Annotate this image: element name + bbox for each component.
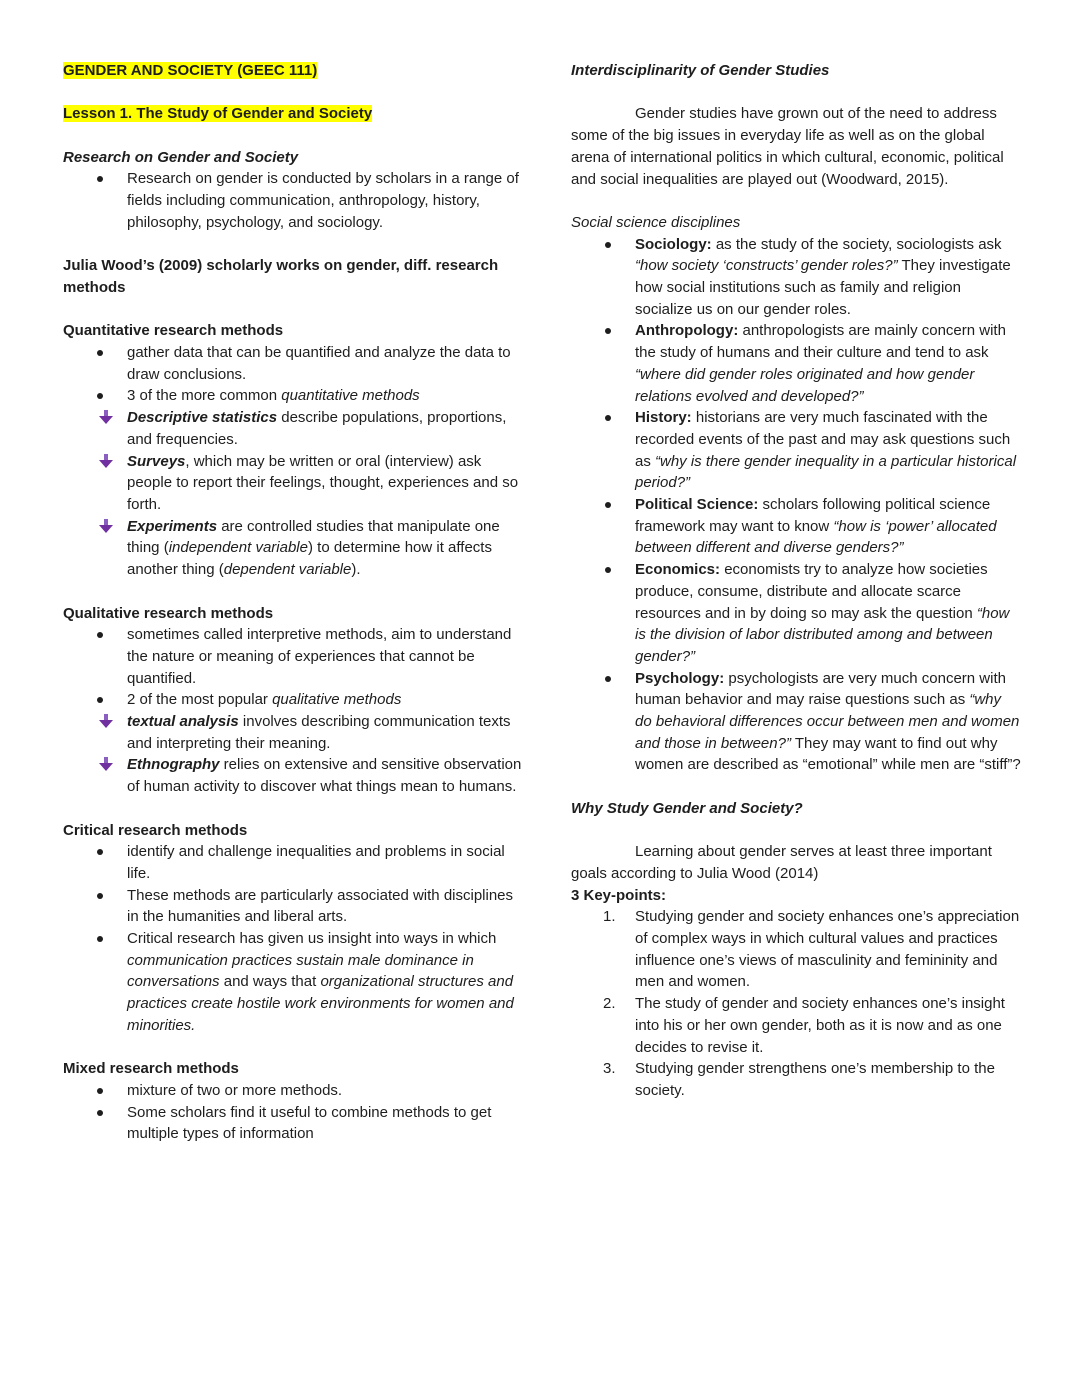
list-item: Ethnography relies on extensive and sensitive observation of human activity to discover what things mean to humans.: [63, 754, 523, 797]
interdisciplinarity-paragraph: Gender studies have grown out of the need to address some of the big issues in everyday life as well as on the global arena of international politics in which cultural, economic, political and social inequalities are played out (Woodward, 2015).: [571, 105, 1004, 188]
key-points-heading: 3 Key-points:: [571, 886, 667, 904]
qualitative-list: [63, 624, 523, 711]
list-item: Descriptive statistics describe populations, proportions, and frequencies.: [63, 407, 523, 450]
list-item: These methods are particularly associated with disciplines in the humanities and liberal arts.: [63, 885, 523, 928]
list-item: 3 of the more common quantitative methods: [63, 385, 523, 407]
key-points-list: [571, 906, 1021, 1101]
list-item: Surveys, which may be written or oral (interview) ask people to report their feelings, thought, experiences and so forth.: [63, 451, 523, 516]
quantitative-list: [63, 342, 523, 407]
quantitative-sublist: [63, 407, 523, 581]
list-item: Experiments are controlled studies that manipulate one thing (independent variable) to determine how it affects another thing (dependent variable).: [63, 516, 523, 581]
why-study-paragraph: Learning about gender serves at least three important goals according to Julia Wood (2014): [571, 843, 992, 882]
course-title: GENDER AND SOCIETY (GEEC 111): [63, 62, 318, 79]
list-item: sometimes called interpretive methods, aim to understand the nature or meaning of experiences that cannot be quantified.: [63, 624, 523, 689]
list-item: 2. The study of gender and society enhances one’s insight into his or her own gender, both as it is now and as one decides to revise it.: [603, 995, 1005, 1056]
social-science-heading: Social science disciplines: [571, 213, 741, 231]
why-study-heading: Why Study Gender and Society?: [571, 799, 803, 817]
lesson-title: Lesson 1. The Study of Gender and Society: [63, 105, 373, 123]
list-item-anthropology: Anthropology: anthropologists are mainly concern with the study of humans and their culture and tend to ask “where did gender roles originated and how gender relations evolved and developed?”: [571, 320, 1021, 407]
mixed-heading: Mixed research methods: [63, 1060, 239, 1078]
quantitative-heading: Quantitative research methods: [63, 322, 284, 340]
critical-list: [63, 841, 523, 1036]
list-item: 3. Studying gender strengthens one’s membership to the society.: [603, 1060, 995, 1099]
right-column: [571, 60, 1021, 1102]
list-item: 1. Studying gender and society enhances one’s appreciation of complex ways in which cultural values and practices influence one’s views of masculinity and femininity and men and women.: [603, 908, 1020, 991]
list-item-political-science: Political Science: scholars following political science framework may want to know “how is ‘power’ allocated between different and diverse genders?”: [571, 494, 1021, 559]
qualitative-heading: Qualitative research methods: [63, 604, 274, 622]
critical-heading: Critical research methods: [63, 821, 248, 839]
list-item: gather data that can be quantified and analyze the data to draw conclusions.: [63, 342, 523, 385]
list-item-history: History: historians are very much fascinated with the recorded events of the past and may ask questions such as “why is there gender inequality in a particular historical period?”: [571, 407, 1021, 494]
mixed-list: [63, 1080, 523, 1145]
list-item: Research on gender is conducted by scholars in a range of fields including communication, anthropology, history, philosophy, psychology, and sociology.: [63, 168, 523, 233]
arrow-down-icon: [99, 454, 113, 469]
disciplines-list: [571, 234, 1021, 777]
list-item: Some scholars find it useful to combine methods to get multiple types of information: [63, 1102, 523, 1145]
list-item: 2 of the most popular qualitative methods: [63, 689, 523, 711]
wood-heading: Julia Wood’s (2009) scholarly works on gender, diff. research methods: [63, 257, 499, 296]
list-item-sociology: Sociology: as the study of the society, sociologists ask “how society ‘constructs’ gender roles?” They investigate how social institutions such as family and religion socialize us on our gender roles.: [571, 234, 1021, 321]
research-heading: Research on Gender and Society: [63, 148, 299, 166]
arrow-down-icon: [99, 410, 113, 425]
arrow-down-icon: [99, 714, 113, 729]
list-item-economics: Economics: economists try to analyze how societies produce, consume, distribute and allocate scarce resources and in by doing so may ask the question “how is the division of labor distributed among and between gender?”: [571, 559, 1021, 668]
list-item-psychology: Psychology: psychologists are very much concern with human behavior and may raise questions such as “why do behavioral differences occur between men and women and those in between?” They may want to find out why women are described as “emotional” while men are “stiff”?: [571, 668, 1021, 777]
list-item: mixture of two or more methods.: [63, 1080, 523, 1102]
list-item: identify and challenge inequalities and problems in social life.: [63, 841, 523, 884]
interdisciplinarity-heading: Interdisciplinarity of Gender Studies: [571, 62, 830, 79]
arrow-down-icon: [99, 519, 113, 534]
research-list: [63, 168, 523, 233]
arrow-down-icon: [99, 757, 113, 772]
left-column: [63, 60, 523, 1145]
list-item: textual analysis involves describing communication texts and interpreting their meaning.: [63, 711, 523, 754]
qualitative-sublist: [63, 711, 523, 798]
list-item: Critical research has given us insight into ways in which communication practices sustain male dominance in conversations and ways that organizational structures and practices create hostile work environments for women and minorities.: [63, 928, 523, 1037]
